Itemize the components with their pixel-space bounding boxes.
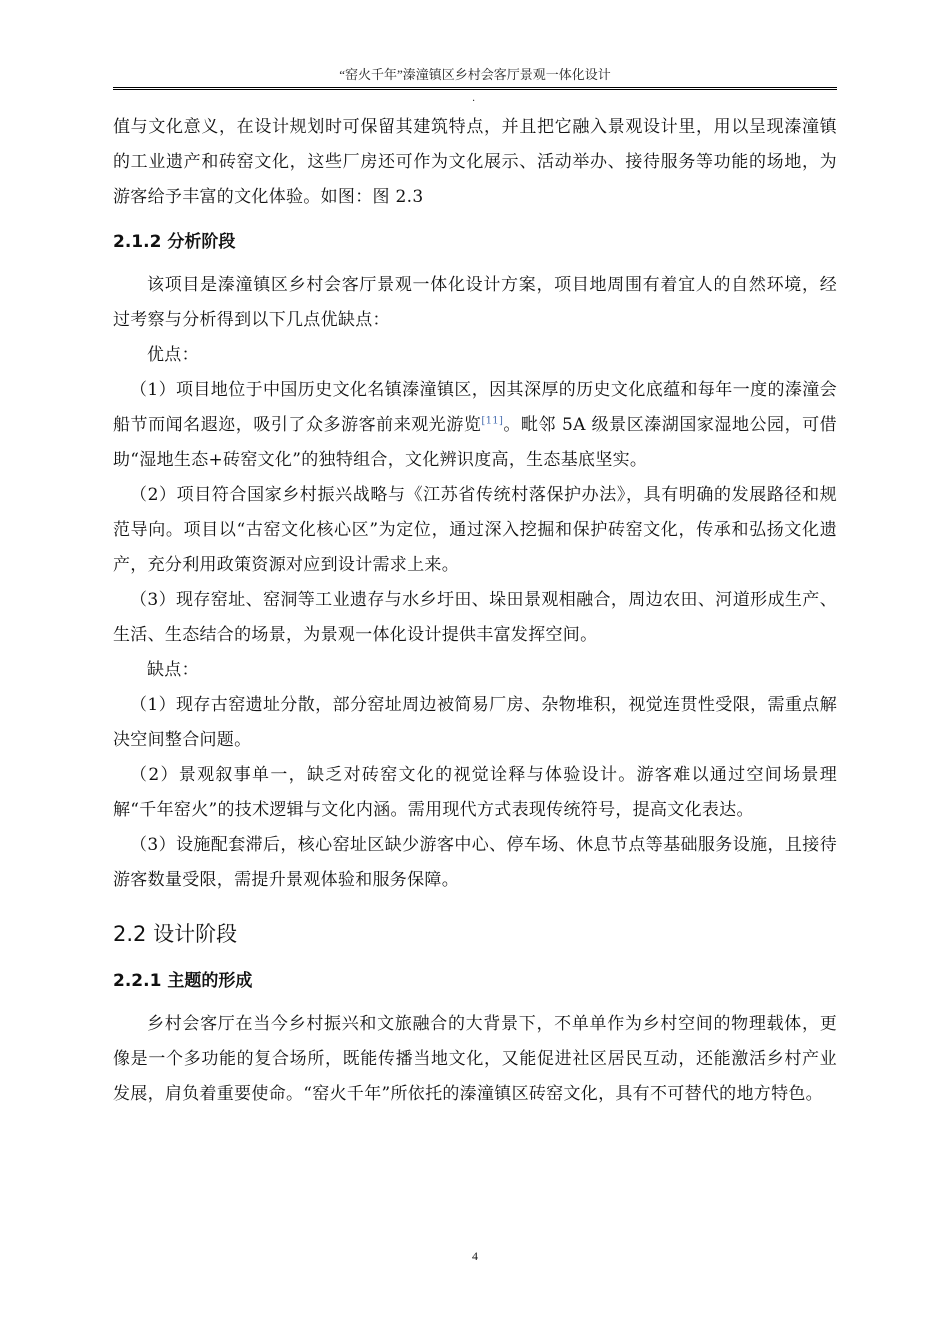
page-number: 4 [472,1249,478,1263]
paragraph-continuation: 值与文化意义，在设计规划时可保留其建筑特点，并且把它融入景观设计里，用以呈现溱潼镇的工业遗产和砖窑文化，这些厂房还可作为文化展示、活动举办、接待服务等功能的场地，为游客给予丰富的文化体验。如图：图 2.3 [113,117,837,207]
pro-item-1-text-cont: 。毗邻 5A 级景区溱湖国家湿地公园，可借助“湿地生态+砖窑文化”的独特组合，文化辨识度高，生态基底坚实。 [113,415,837,470]
theme-paragraph: 乡村会客厅在当今乡村振兴和文旅融合的大背景下，不单单作为乡村空间的物理载体，更像是一个多功能的复合场所，既能传播当地文化，又能促进社区居民互动，还能激活乡村产业发展，肩负着重要使命。“窑火千年”所依托的溱潼镇区砖窑文化，具有不可替代的地方特色。 [113,1014,837,1104]
pros-label: 优点： [147,345,199,365]
section-heading-2-2: 2.2 设计阶段 [113,922,238,946]
pro-item-3: （3）现存窑址、窑洞等工业遗存与水乡圩田、垛田景观相融合，周边农田、河道形成生产、生活、生态结合的场景，为景观一体化设计提供丰富发挥空间。 [113,590,837,645]
running-header: “窑火千年”溱潼镇区乡村会客厅景观一体化设计 [339,67,611,82]
con-item-1: （1）现存古窑遗址分散，部分窑址周边被简易厂房、杂物堆积，视觉连贯性受限，需重点解决空间整合问题。 [113,695,837,750]
con-item-3: （3）设施配套滞后，核心窑址区缺少游客中心、停车场、休息节点等基础服务设施，且接待游客数量受限，需提升景观体验和服务保障。 [113,835,837,890]
analysis-intro-paragraph: 该项目是溱潼镇区乡村会客厅景观一体化设计方案，项目地周围有着宜人的自然环境，经过考察与分析得到以下几点优缺点： [113,275,837,330]
header-rule [113,87,837,90]
pro-item-2: （2）项目符合国家乡村振兴战略与《江苏省传统村落保护办法》，具有明确的发展路径和规范导向。项目以“古窑文化核心区”为定位，通过深入挖掘和保护砖窑文化，传承和弘扬文化遗产，充分利用政策资源对应到设计需求上来。 [113,485,837,575]
citation-ref[interactable]: [11] [481,415,504,427]
page-body [113,110,837,1112]
section-heading-2-2-1: 2.2.1 主题的形成 [113,971,253,991]
pro-item-1 [113,373,837,478]
cons-label: 缺点： [147,660,199,680]
pro-item-1-text: （1）项目地位于中国历史文化名镇溱潼镇区，因其深厚的历史文化底蕴和每年一度的溱潼会船节而闻名遐迩，吸引了众多游客前来观光游览 [113,380,837,435]
header-dot: . [472,93,476,104]
section-heading-2-1-2: 2.1.2 分析阶段 [113,232,236,252]
con-item-2: （2）景观叙事单一，缺乏对砖窑文化的视觉诠释与体验设计。游客难以通过空间场景理解“千年窑火”的技术逻辑与文化内涵。需用现代方式表现传统符号，提高文化表达。 [113,765,837,820]
